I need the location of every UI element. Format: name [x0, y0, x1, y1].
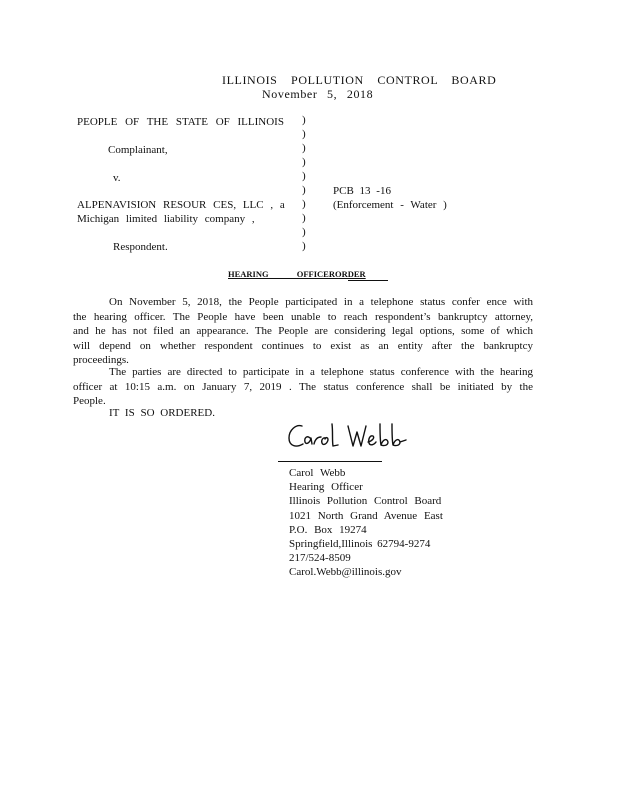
caption-paren: ): [302, 198, 306, 210]
handwritten-signature: [286, 418, 416, 454]
caption-paren: ): [302, 184, 306, 196]
signature-block: [289, 466, 443, 580]
signer-street: 1021 North Grand Avenue East: [289, 509, 443, 522]
respondent-label: Respondent.: [113, 241, 168, 253]
caption-paren: ): [302, 114, 306, 126]
caption-paren: ): [302, 128, 306, 140]
paragraph-so-ordered: IT IS SO ORDERED.: [109, 407, 215, 419]
complainant-label: Complainant,: [108, 144, 168, 156]
signer-po-box: P.O. Box 19274: [289, 523, 367, 536]
order-date: November 5, 2018: [262, 87, 374, 101]
defendant-line-2: Michigan limited liability company ,: [77, 213, 255, 225]
paragraph-status-conference: On November 5, 2018, the People participated in a telephone status confer ence with the hearing officer. The People have been unable to reach respondent’s bankruptcy attorney, and he has not filed an appearance. The People are considering legal options, some of which will depend on whether respondent continues to exist as an entity after the bankruptcy proceedings.: [73, 296, 533, 366]
caption-paren: ): [302, 212, 306, 224]
board-heading: ILLINOIS POLLUTION CONTROL BOARD: [222, 73, 497, 87]
signer-title: Hearing Officer: [289, 481, 363, 494]
caption-paren: ): [302, 226, 306, 238]
paragraph-directive: The parties are directed to participate in a telephone status conference with the hearing officer at 10:15 a.m. on January 7, 2019 . The status conference shall be initiated by the People.: [73, 366, 533, 407]
caption-paren: ): [302, 156, 306, 168]
signer-city: Springfield,Illinois 62794-9274: [289, 538, 431, 551]
caption-paren: ): [302, 142, 306, 154]
versus-label: v.: [113, 172, 121, 184]
signer-name: Carol Webb: [289, 467, 346, 479]
signature-line: [278, 461, 382, 462]
signer-email: Carol.Webb@illinois.gov: [289, 566, 402, 579]
plaintiff-name: PEOPLE OF THE STATE OF ILLINOIS: [77, 116, 284, 128]
caption-paren: ): [302, 240, 306, 252]
order-title: HEARING OFFICERORDER: [228, 269, 366, 279]
case-number: PCB 13 -16: [333, 185, 391, 197]
defendant-line-1: ALPENAVISION RESOUR CES, LLC , a: [77, 199, 285, 211]
case-type: (Enforcement - Water ): [333, 199, 447, 211]
caption-parenthesis-column: [302, 113, 306, 253]
signer-phone: 217/524-8509: [289, 552, 351, 565]
caption-paren: ): [302, 170, 306, 182]
title-underline-extension: [348, 280, 388, 281]
signer-organization: Illinois Pollution Control Board: [289, 495, 442, 508]
